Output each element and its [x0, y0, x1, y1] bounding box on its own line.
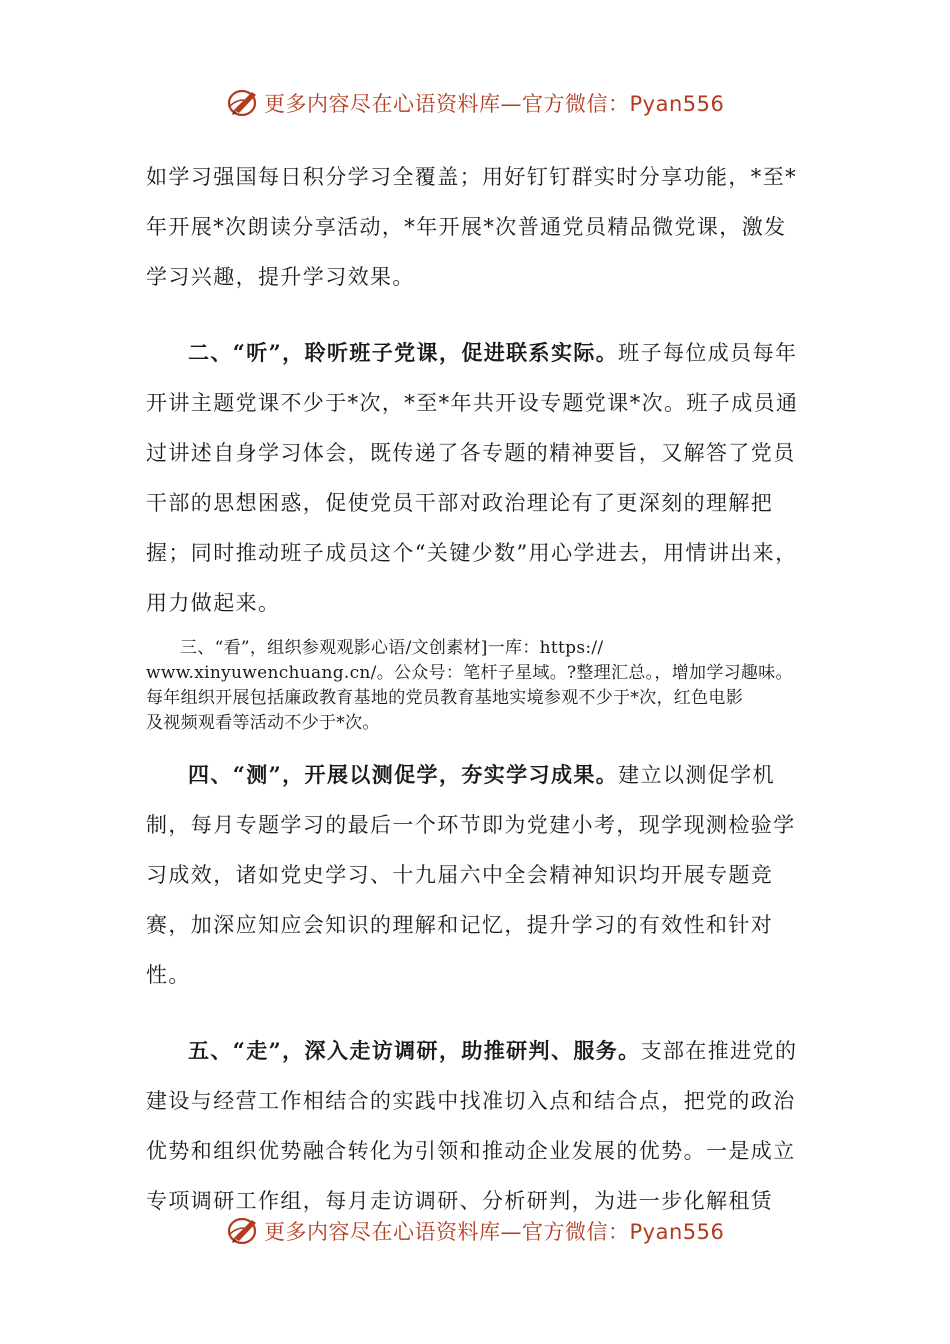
header-banner-text: 更多内容尽在心语资料库—官方微信：Pyan556: [264, 92, 725, 116]
section-2-heading: 二、“听”，聆听班子党课，促进联系实际。: [188, 340, 619, 365]
pen-in-circle-icon: [226, 86, 262, 118]
section-3-paragraph: [146, 628, 806, 750]
section-5-heading: 五、“走”，深入走访调研，助推研判、服务。: [188, 1038, 641, 1063]
section-5-body: 支部在推进党的建设与经营工作相结合的实践中找准切入点和结合点，把党的政治优势和组织优势融合转化为引领和推动企业发展的优势。一是成立专项调研工作组，每月走访调研、分析研判，为进一步化解租赁: [146, 1039, 798, 1213]
section-4-heading: 四、“测”，开展以测促学，夯实学习成果。: [188, 762, 619, 787]
section-4-paragraph: [146, 750, 806, 1000]
section-3-line-1: 三、“看”，组织参观观影心语/文创素材]一库：https://: [180, 638, 604, 658]
header-banner: [0, 82, 950, 122]
section-2-paragraph: [146, 328, 806, 628]
footer-banner: [0, 1210, 950, 1250]
section-3-line-2: www.xinyuwenchuang.cn/。公众号：笔杆子星域。?整理汇总。，增加学习趣味。: [146, 663, 793, 683]
footer-banner-text: 更多内容尽在心语资料库—官方微信：Pyan556: [264, 1220, 725, 1244]
section-3-line-4: 及视频观看等活动不少于*次。: [146, 713, 380, 733]
section-3-line-3: 每年组织开展包括廉政教育基地的党员教育基地实境参观不少于*次，红色电影: [146, 688, 743, 708]
section-2-body: 班子每位成员每年开讲主题党课不少于*次，*至*年共开设专题党课*次。班子成员通过讲述自身学习体会，既传递了各专题的精神要旨，又解答了党员干部的思想困惑，促使党员干部对政治理论有了更深刻的理解把握；同时推动班子成员这个“关键少数”用心学进去，用情讲出来，用力做起来。: [146, 341, 799, 615]
document-body: [146, 152, 806, 1226]
intro-paragraph: 如学习强国每日积分学习全覆盖；用好钉钉群实时分享功能，*至*年开展*次朗读分享活动，*年开展*次普通党员精品微党课，激发学习兴趣，提升学习效果。: [146, 165, 797, 289]
section-5-paragraph: [146, 1026, 806, 1226]
pen-in-circle-icon: [226, 1214, 262, 1246]
section-4-body: 建立以测促学机制，每月专题学习的最后一个环节即为党建小考，现学现测检验学习成效，诸如党史学习、十九届六中全会精神知识均开展专题竞赛，加深应知应会知识的理解和记忆，提升学习的有效性和针对性。: [146, 763, 796, 987]
